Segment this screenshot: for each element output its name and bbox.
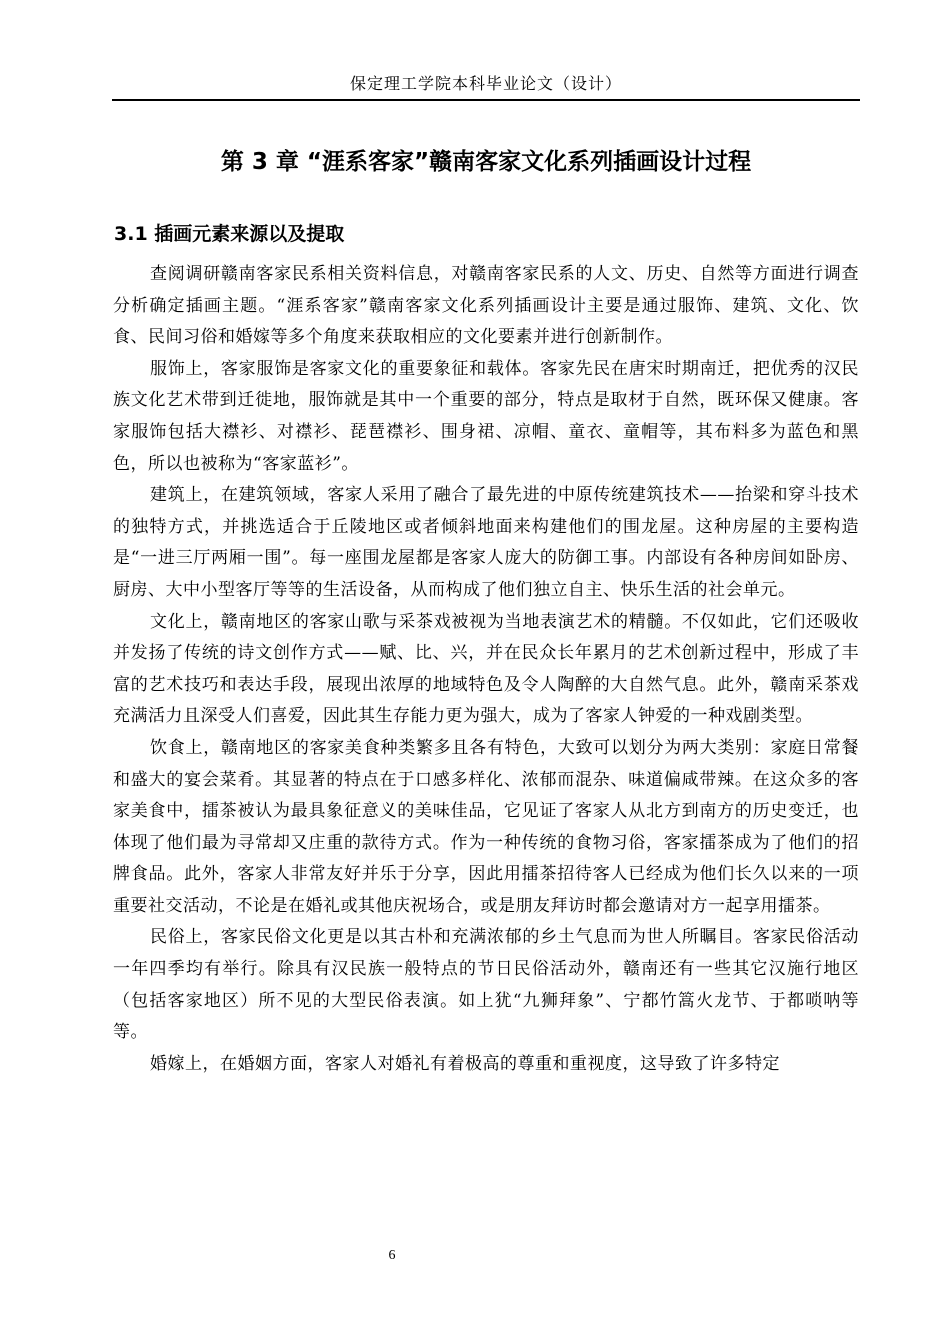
chapter-title: 第 3 章 “涯系客家”赣南客家文化系列插画设计过程 (220, 149, 752, 175)
paragraph-intro: 查阅调研赣南客家民系相关资料信息，对赣南客家民系的人文、历史、自然等方面进行调查分析确定插画主题。“涯系客家”赣南客家文化系列插画设计主要是通过服饰、建筑、文化、饮食、民间习俗和婚嫁等多个角度来获取相应的文化要素并进行创新制作。 (113, 264, 859, 348)
paragraph-folk-customs: 民俗上，客家民俗文化更是以其古朴和充满浓郁的乡土气息而为世人所瞩目。客家民俗活动一年四季均有举行。除具有汉民族一般特点的节日民俗活动外，赣南还有一些其它汉施行地区（包括客家地区）所不见的大型民俗表演。如上犹“九狮拜象”、宁都竹篙火龙节、于都唢呐等等。 (113, 927, 859, 1043)
paragraph-food: 饮食上，赣南地区的客家美食种类繁多且各有特色，大致可以划分为两大类别：家庭日常餐和盛大的宴会菜肴。其显著的特点在于口感多样化、浓郁而混杂、味道偏咸带辣。在这众多的客家美食中，擂茶被认为最具象征意义的美味佳品，它见证了客家人从北方到南方的历史变迁，也体现了他们最为寻常却又庄重的款待方式。作为一种传统的食物习俗，客家擂茶成为了他们的招牌食品。此外，客家人非常友好并乐于分享，因此用擂茶招待客人已经成为他们长久以来的一项重要社交活动，不论是在婚礼或其他庆祝场合，或是朋友拜访时都会邀请对方一起享用擂茶。 (113, 737, 859, 916)
section-heading: 3.1 插画元素来源以及提取 (114, 223, 345, 245)
paragraph-marriage: 婚嫁上，在婚姻方面，客家人对婚礼有着极高的尊重和重视度，这导致了许多特定 (150, 1053, 780, 1074)
paragraph-architecture: 建筑上，在建筑领域，客家人采用了融合了最先进的中原传统建筑技术——抬梁和穿斗技术的独特方式，并挑选适合于丘陵地区或者倾斜地面来构建他们的围龙屋。这种房屋的主要构造是“一进三厅两厢一围”。每一座围龙屋都是客家人庞大的防御工事。内部设有各种房间如卧房、厨房、大中小型客厅等等的生活设备，从而构成了他们独立自主、快乐生活的社会单元。 (113, 485, 859, 600)
paragraph-culture: 文化上，赣南地区的客家山歌与采茶戏被视为当地表演艺术的精髓。不仅如此，它们还吸收并发扬了传统的诗文创作方式——赋、比、兴，并在民众长年累月的艺术创新过程中，形成了丰富的艺术技巧和表达手段，展现出浓厚的地域特色及令人陶醉的大自然气息。此外，赣南采茶戏充满活力且深受人们喜爱，因此其生存能力更为强大，成为了客家人钟爱的一种戏剧类型。 (113, 611, 859, 727)
paragraph-clothing: 服饰上，客家服饰是客家文化的重要象征和载体。客家先民在唐宋时期南迁，把优秀的汉民族文化艺术带到迁徙地，服饰就是其中一个重要的部分，特点是取材于自然，既环保又健康。客家服饰包括大襟衫、对襟衫、琵琶襟衫、围身裙、凉帽、童衣、童帽等，其布料多为蓝色和黑色，所以也被称为“客家蓝衫”。 (113, 358, 859, 474)
running-header: 保定理工学院本科毕业论文（设计） (349, 74, 622, 93)
page-number: 6 (388, 1248, 396, 1263)
body-text (113, 259, 859, 1080)
header-divider (112, 99, 860, 101)
